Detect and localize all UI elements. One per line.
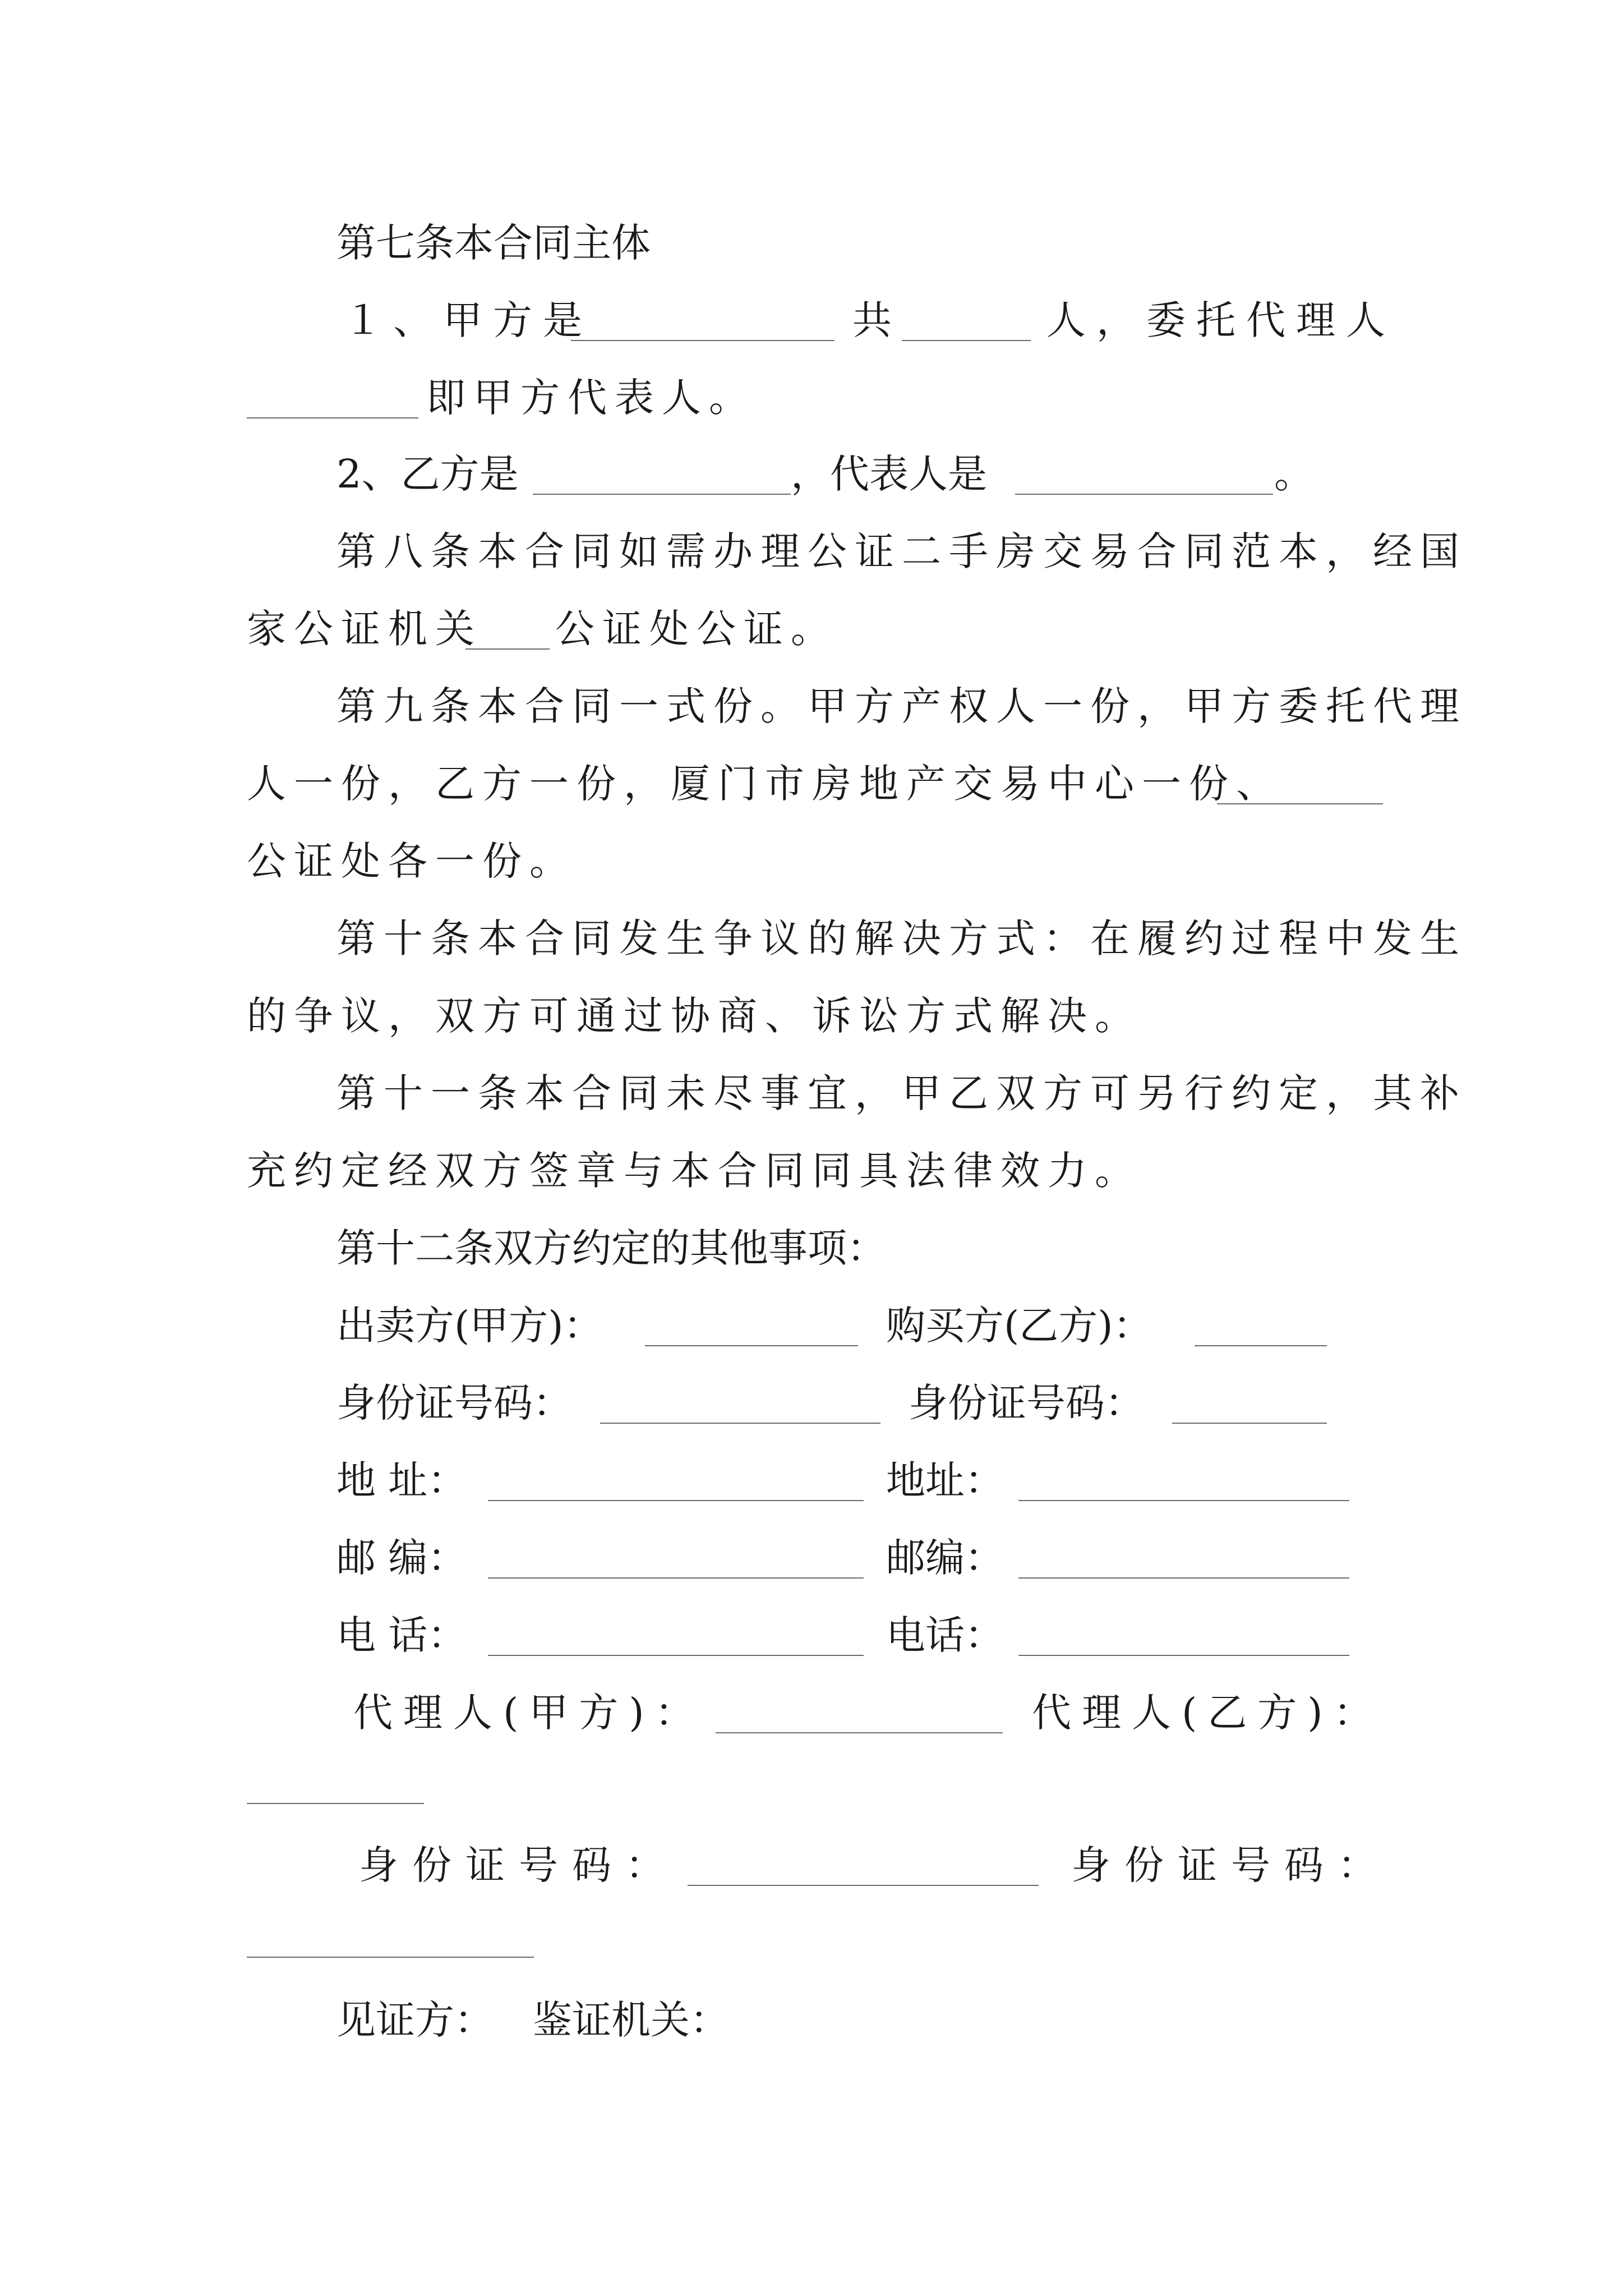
authority-label: 鉴证机关：: [533, 1997, 729, 2043]
seller-agent-id-blank: [688, 1885, 1039, 1886]
article11-line1: 第十一条本合同未尽事宜，甲乙双方可另行约定，其补: [336, 1070, 1467, 1116]
seller-agent-label: 代理人(甲方)：: [353, 1690, 705, 1736]
seller-phone-label: 电 话：: [336, 1612, 467, 1658]
seller-label: 出卖方(甲方)：: [336, 1303, 603, 1349]
article7-party-b-rep-label: ，代表人是: [791, 451, 987, 497]
article8-line1: 第八条本合同如需办理公证二手房交易合同范本，经国: [336, 528, 1467, 574]
seller-address-blank: [488, 1500, 864, 1501]
article7-gong-label: 共: [852, 297, 892, 343]
seller-agent-id-label: 身份证号码：: [359, 1842, 679, 1888]
buyer-agent-id-blank: [247, 1957, 534, 1958]
party-a-agent-blank: [247, 417, 418, 418]
article9-line2: 人一份，乙方一份，厦门市房地产交易中心一份、: [247, 761, 1283, 807]
article10-line1: 第十条本合同发生争议的解决方式：在履约过程中发生: [336, 915, 1467, 961]
buyer-phone-blank: [1018, 1655, 1349, 1656]
buyer-address-label: 地址：: [886, 1457, 1004, 1503]
article8-line2-prefix: 家公证机关: [247, 606, 482, 652]
article7-party-a-prefix: １、甲方是: [343, 297, 593, 343]
article8-line2-end: 公证处公证。: [555, 606, 838, 652]
seller-id-label: 身份证号码：: [336, 1380, 572, 1426]
buyer-id-label: 身份证号码：: [909, 1380, 1144, 1426]
buyer-postcode-label: 邮编：: [886, 1535, 1004, 1581]
buyer-agent-blank: [247, 1803, 424, 1804]
article7-agent-label: 人，委托代理人: [1046, 297, 1396, 343]
buyer-phone-label: 电话：: [886, 1612, 1004, 1658]
article9-line1: 第九条本合同一式份。甲方产权人一份，甲方委托代理: [336, 683, 1467, 729]
article7-title: 第七条本合同主体: [336, 220, 651, 266]
party-b-name-blank: [533, 494, 791, 495]
buyer-label: 购买方(乙方)：: [886, 1303, 1152, 1349]
buyer-address-blank: [1018, 1500, 1349, 1501]
seller-phone-blank: [488, 1655, 864, 1656]
party-a-name-blank: [571, 340, 834, 341]
seller-address-label: 地 址：: [336, 1457, 467, 1503]
article9-line3: 公证处各一份。: [247, 838, 577, 884]
seller-id-blank: [600, 1423, 880, 1424]
article10-line2: 的争议，双方可通过协商、诉讼方式解决。: [247, 993, 1142, 1039]
party-b-rep-blank: [1015, 494, 1273, 495]
article7-party-b-prefix: 2、乙方是: [336, 451, 519, 497]
witness-label: 见证方：: [336, 1997, 494, 2043]
article11-line2: 充约定经双方签章与本合同同具法律效力。: [247, 1148, 1142, 1194]
buyer-postcode-blank: [1018, 1577, 1349, 1579]
buyer-blank: [1195, 1345, 1327, 1346]
article12-line1: 第十二条双方约定的其他事项：: [336, 1225, 886, 1271]
notary-office-blank: [465, 648, 550, 650]
seller-agent-blank: [716, 1732, 1003, 1733]
seller-blank: [645, 1345, 858, 1346]
other-notary-blank: [1217, 803, 1383, 804]
buyer-agent-label: 代理人(乙方)：: [1032, 1690, 1384, 1736]
buyer-id-blank: [1172, 1423, 1327, 1424]
article7-party-b-end: 。: [1274, 451, 1313, 497]
seller-postcode-blank: [488, 1577, 864, 1579]
article7-party-a-end: 即甲方代表人。: [426, 375, 756, 421]
buyer-agent-id-label: 身份证号码：: [1071, 1842, 1391, 1888]
party-a-count-blank: [902, 340, 1031, 341]
seller-postcode-label: 邮 编：: [336, 1535, 467, 1581]
